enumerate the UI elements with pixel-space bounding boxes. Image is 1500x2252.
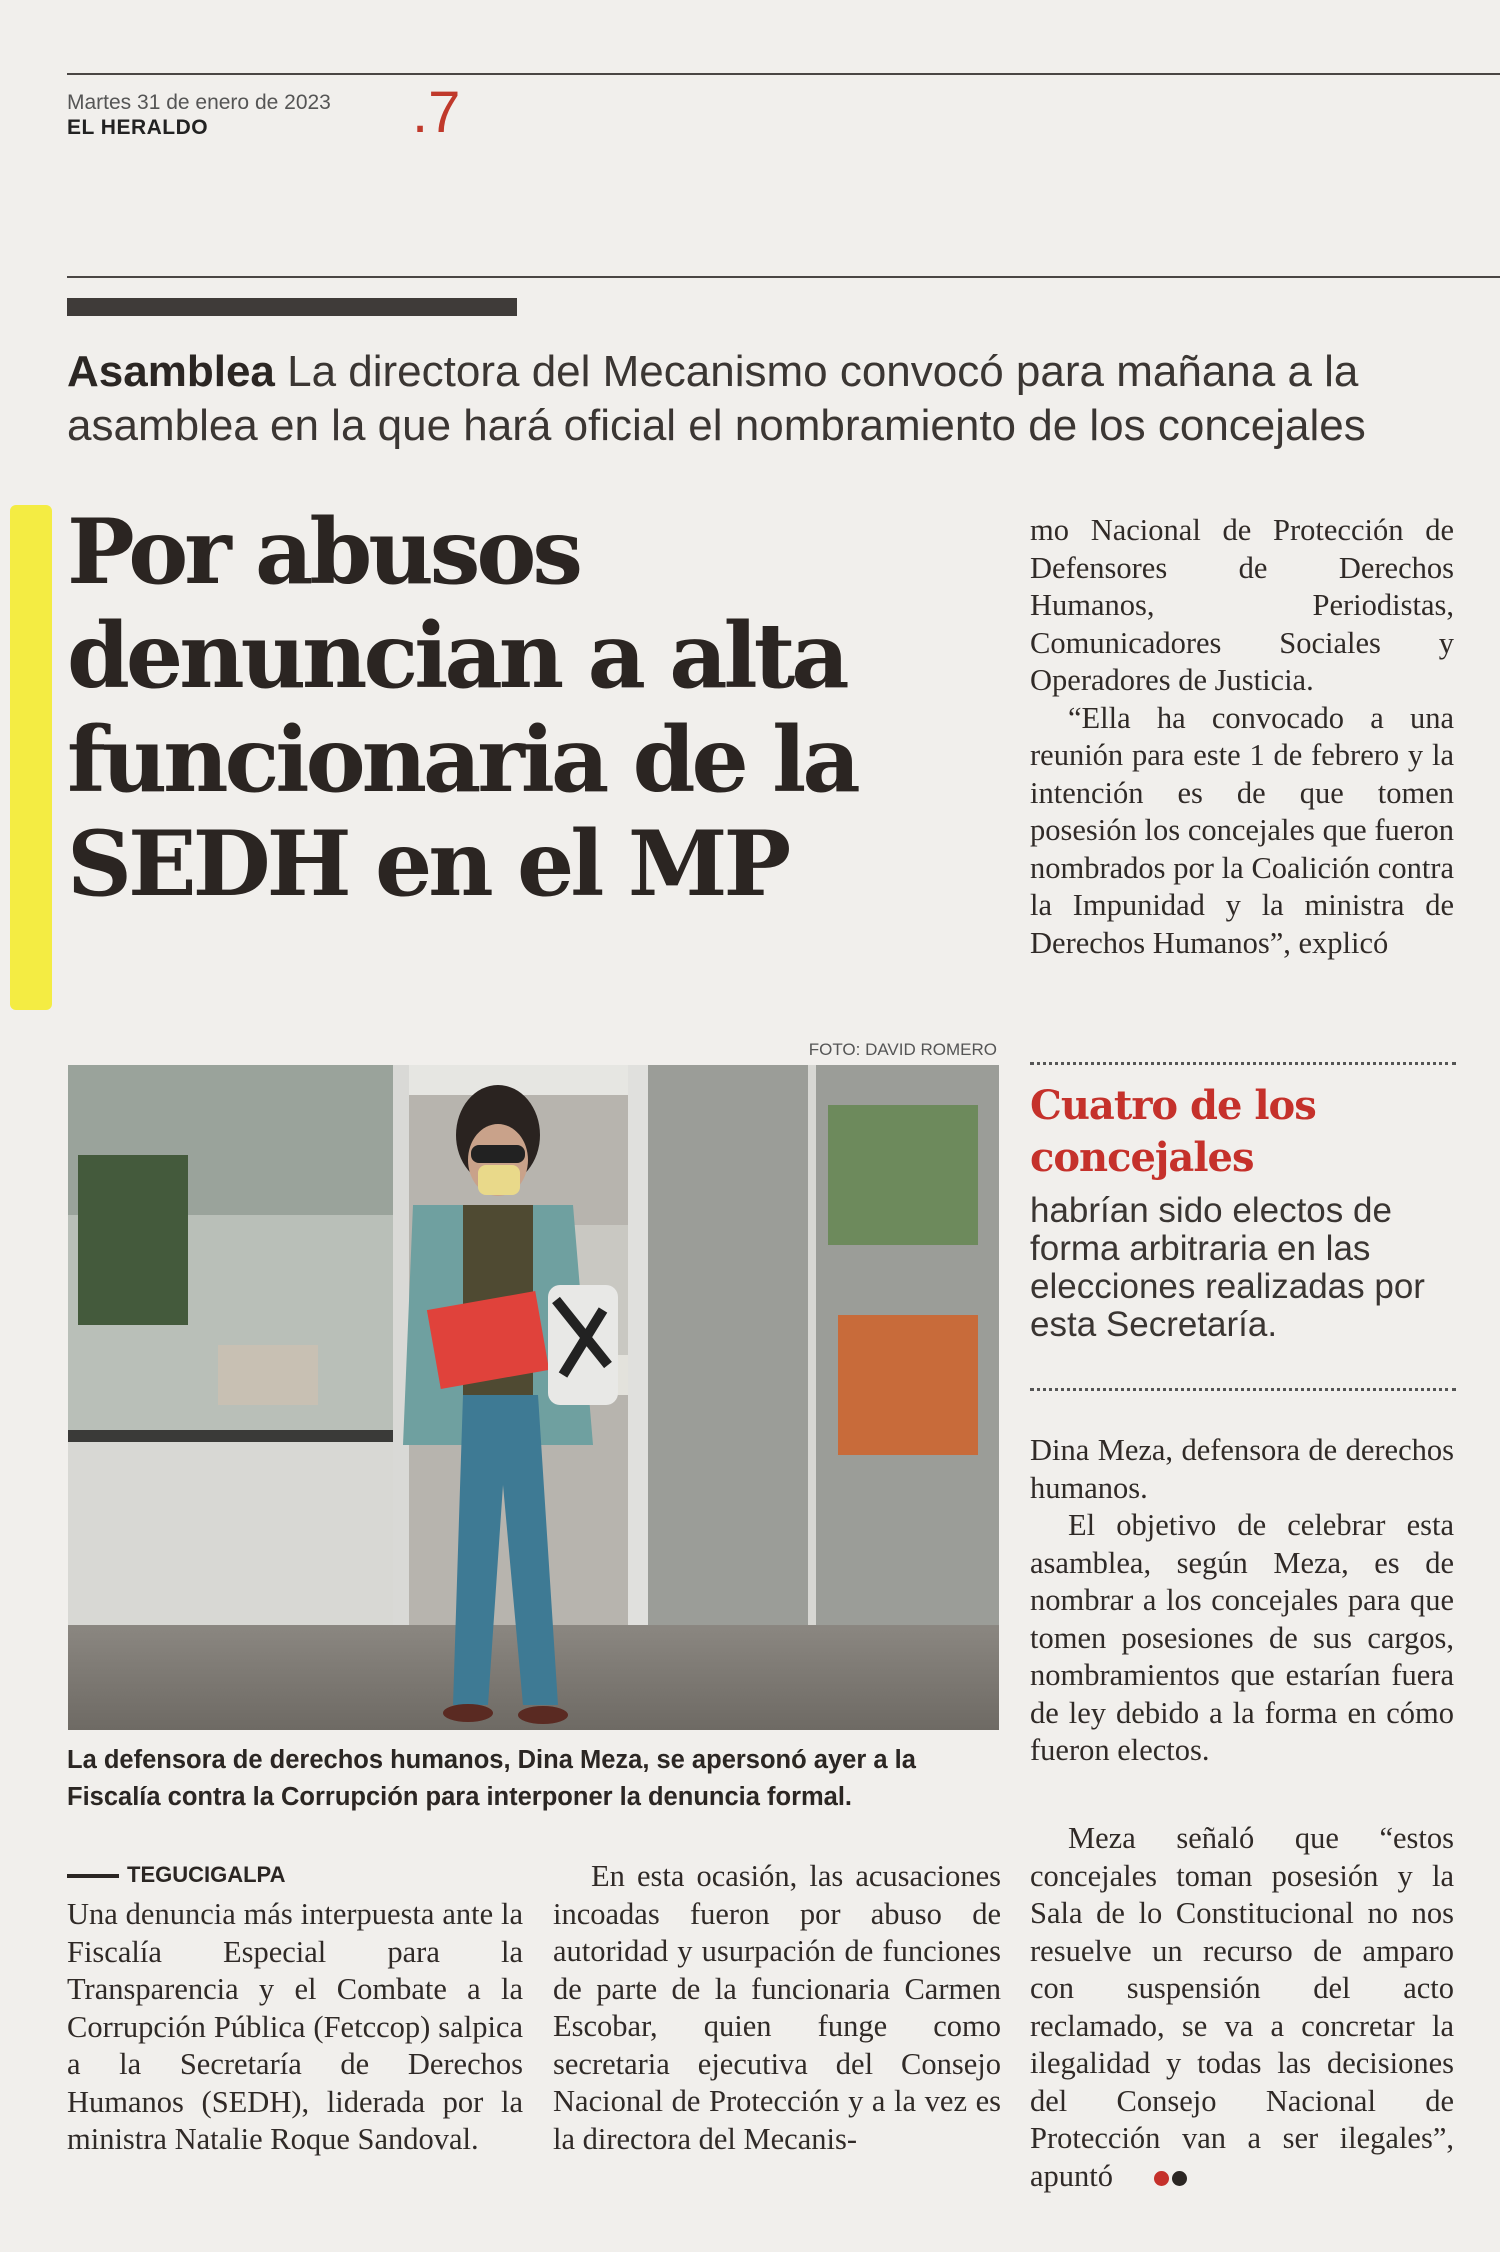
dateline-text: TEGUCIGALPA (127, 1862, 286, 1887)
photo-illustration (68, 1065, 999, 1730)
article-photo (68, 1065, 999, 1730)
dateline-rule (67, 1874, 119, 1878)
deck-text: La directora del Mecanismo convocó para mañana a la asamblea en la que hará oficial el nombramiento de los concejales (67, 347, 1366, 450)
top-rule (67, 73, 1500, 75)
body-column-3-top (1030, 512, 1454, 962)
pullquote-text: habrían sido electos de forma arbitraria en las elecciones realizadas por esta Secretaría. (1030, 1191, 1425, 1344)
paragraph: En esta ocasión, las acusaciones incoadas fueron por abuso de autoridad y usurpación de funciones de parte de la funcionaria Carmen Escobar, quien funge como secretaria ejecutiva del Consejo Nacional de Protección y a la vez es la directora del Mecanis- (553, 1859, 1001, 2156)
paragraph (1030, 1820, 1454, 2195)
pullquote-bottom-rule (1030, 1388, 1456, 1391)
paragraph-text: Meza señaló que “estos concejales toman posesión y la Sala de lo Constitucional no nos resuelve un recurso de amparo con suspensión del acto reclamado, se va a concretar la ilegalidad y todas las decisiones del Consejo Nacional de Protección van a ser ilegales”, apuntó (1030, 1821, 1454, 2193)
deck-label: Asamblea (67, 347, 275, 396)
paragraph: mo Nacional de Protección de Defensores de Derechos Humanos, Periodistas, Comunicadores Sociales y Operadores de Justicia. (1030, 513, 1454, 697)
pullquote-top-rule (1030, 1062, 1456, 1065)
page-number: .7 (412, 80, 461, 145)
dateline (67, 1862, 285, 1888)
issue-date: Martes 31 de enero de 2023 (67, 91, 331, 114)
newspaper-name: EL HERALDO (67, 116, 209, 139)
headline: Por abusos denuncian a alta funcionaria de la SEDH en el MP (67, 499, 857, 917)
body-column-1 (67, 1896, 523, 2159)
photo-credit: FOTO: DAVID ROMERO (808, 1040, 997, 1059)
paragraph: Dina Meza, defensora de derechos humanos. (1030, 1433, 1454, 1505)
highlighter-mark (10, 505, 52, 1010)
body-column-3-bottom (1030, 1820, 1454, 2195)
paragraph: Una denuncia más interpuesta ante la Fiscalía Especial para la Transparencia y el Combate a la Corrupción Pública (Fetccop) salpica a la Secretaría de Derechos Humanos (SEDH), liderada por la ministra Natalie Roque Sandoval. (67, 1897, 523, 2156)
end-mark-icon (1113, 2158, 1187, 2196)
paragraph: “Ella ha convocado a una reunión para este 1 de febrero y la intención es de que tomen posesión los concejales que fueron nombrados por la Coalición contra la Impunidad y la ministra de Derechos Humanos”, explicó (1030, 700, 1454, 960)
article-deck (67, 345, 1457, 453)
section-bar (67, 298, 517, 316)
pullquote-head: Cuatro de los concejales (1030, 1082, 1316, 1181)
header-bottom-rule (67, 276, 1500, 278)
body-column-3-middle (1030, 1432, 1454, 1770)
photo-caption: La defensora de derechos humanos, Dina Meza, se apersonó ayer a la Fiscalía contra la Corrupción para interponer la denuncia formal. (67, 1746, 916, 1811)
paragraph: El objetivo de celebrar esta asamblea, según Meza, es de nombrar a los concejales para que tomen posesiones de sus cargos, nombramientos que estarían fuera de ley debido a la forma en cómo fueron electos. (1030, 1508, 1454, 1767)
body-column-2 (553, 1858, 1001, 2158)
